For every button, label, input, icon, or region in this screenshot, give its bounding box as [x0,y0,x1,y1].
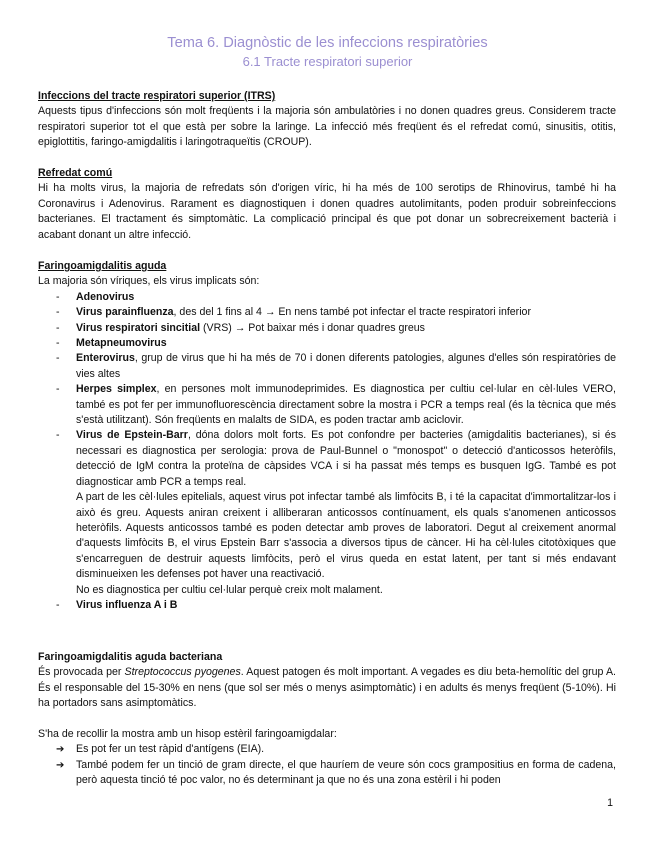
virus-detail: , grup de virus que hi ha més de 70 i donen diferents patologies, algunes d'elles són respiratòries de vies altes [76,352,616,380]
list-item [76,305,616,320]
virus-name: Adenovirus [76,290,135,303]
section-pharyngitis [38,259,616,613]
swab-intro: S'ha de recollir la mostra amb un hisop estèril faringoamigdalar: [38,728,337,741]
virus-list [38,290,616,614]
cold-heading: Refredat comú [38,167,113,179]
list-item [76,290,616,305]
virus-detail: , des del 1 fins al 4 → En nens també pot infectar el tracte respiratori inferior [173,306,531,319]
list-item: ➔ També podem fer un tinció de gram directe, el que hauríem de veure són cocs grampositius en forma de cadena, però aquesta tinció té poc valor, no és determinant ja que no és una zona estèril i hi poden [76,758,616,789]
pharyngitis-heading: Faringoamigdalitis aguda [38,260,167,272]
bacterial-heading: Faringoamigdalitis aguda bacteriana [38,651,223,663]
page-number: 1 [607,797,613,809]
section-bacterial-pharyngitis [38,650,616,789]
virus-detail: (VRS) → Pot baixar més i donar quadres greus [200,321,425,334]
list-item [76,598,616,613]
title-block [0,34,655,71]
virus-name: Virus parainfluenza [76,306,174,319]
itrs-paragraph: Aquests tipus d'infeccions són molt freqüents i la majoria són ambulatòries i no donen quadres greus. Considerem tracte respiratori superior tot el que està per sobre la laringe. La infecció més freqüent és el refredat comú, sinusitis, otitis, epiglottitis, faringo-amigdalitis i laringotraqueïtis (CROUP). [38,105,616,149]
list-item [76,428,616,597]
virus-name: Virus influenza A i B [76,598,178,611]
diagnosis-points [38,742,616,788]
pharyngitis-intro: La majoria són víriques, els virus implicats són: [38,275,260,288]
bacterial-paragraph [38,665,616,711]
list-item [76,336,616,351]
virus-detail: , dóna dolors molt forts. Es pot confondre per bacteries (amigdalitis bacterianes), si és necessari es diagnostica per serologia: prova de Paul-Bunnel o "monospot" o detecció d'anticossos heteròfils, detecció de IgM contra la proteïna de càpsides VCA i si ha passat més temps es busquen IgG. També es pot diagnosticar amb PCR a temps real. [76,429,616,488]
ebv-note: No es diagnostica per cultiu cel·lular perquè creix molt malament. [76,583,383,596]
virus-name: Herpes simplex [76,383,157,396]
species-name: Streptococcus pyogenes [124,666,241,679]
page-subtitle: 6.1 Tracte respiratori superior [242,54,413,69]
bacterial-text-after: . Aquest patogen és molt important. A vegades es diu beta-hemolític del grup A. És el responsable del 15-30% en nens (que sol ser més o menys asimptomàtic) i en adults és menys freqüent (5-10%). Hi ha portadors sans asimptomàtics. [38,666,617,710]
virus-detail: , en persones molt immunodeprimides. Es diagnostica per cultiu cel·lular en cèl·lules VERO, també es pot fer per immunofluorescència directament sobre la mostra i PCR a temps real (és la tècnica que més s'està utilitzant). Són freqüents en malalts de SIDA, es poden tractar amb aciclovir. [76,383,616,427]
virus-name: Metapneumovirus [76,337,167,350]
bacterial-text-before: És provocada per [38,666,125,679]
list-item [76,351,616,382]
list-item: ➔ Es pot fer un test ràpid d'antígens (EIA). [76,742,616,757]
list-item [76,321,616,336]
section-itrs [38,89,616,151]
virus-name: Virus de Epstein-Barr [76,429,188,442]
virus-name: Virus respiratori sincitial [76,321,201,334]
page-title: Tema 6. Diagnòstic de les infeccions respiratòries [167,35,488,51]
ebv-paragraph: A part de les cèl·lules epitelials, aquest virus pot infectar també als limfòcits B, i té la capacitat d'immortalitzar-los i això és greu. Aquests aniran creixent i alliberaran anticossos contínuament, els quals s'anomenen anticossos heteròfils. Aquests anticossos també es poden detectar amb proves de laboratori. Degut al creixement anormal d'aquests limfòcits B, el virus Epstein Barr s'associa a diversos tipus de càncer. Hi ha cèl·lules citotòxiques que s'encarreguen de destruir aquests limfòcits, però el virus queda en estat latent, per tant si més endavant disminueixen les defenses pot haver una reactivació. [76,491,616,581]
itrs-heading: Infeccions del tracte respiratori superior (ITRS) [38,90,276,102]
paragraph-spacer [38,712,616,727]
cold-paragraph: Hi ha molts virus, la majoria de refredats són d'origen víric, hi ha més de 100 serotips de Rhinovirus, també hi ha Coronavirus i Adenovirus. Rarament es diagnostiquen i donen quadres autolimitants, poden produir sobreinfeccions bacterianes. El tractament és simptomàtic. La complicació principal és que pot donar un sobrecreixement bacterià i acabant donant un altre infecció. [38,182,616,241]
virus-name: Enterovirus [76,352,135,365]
section-common-cold [38,166,616,243]
list-item [76,382,616,428]
